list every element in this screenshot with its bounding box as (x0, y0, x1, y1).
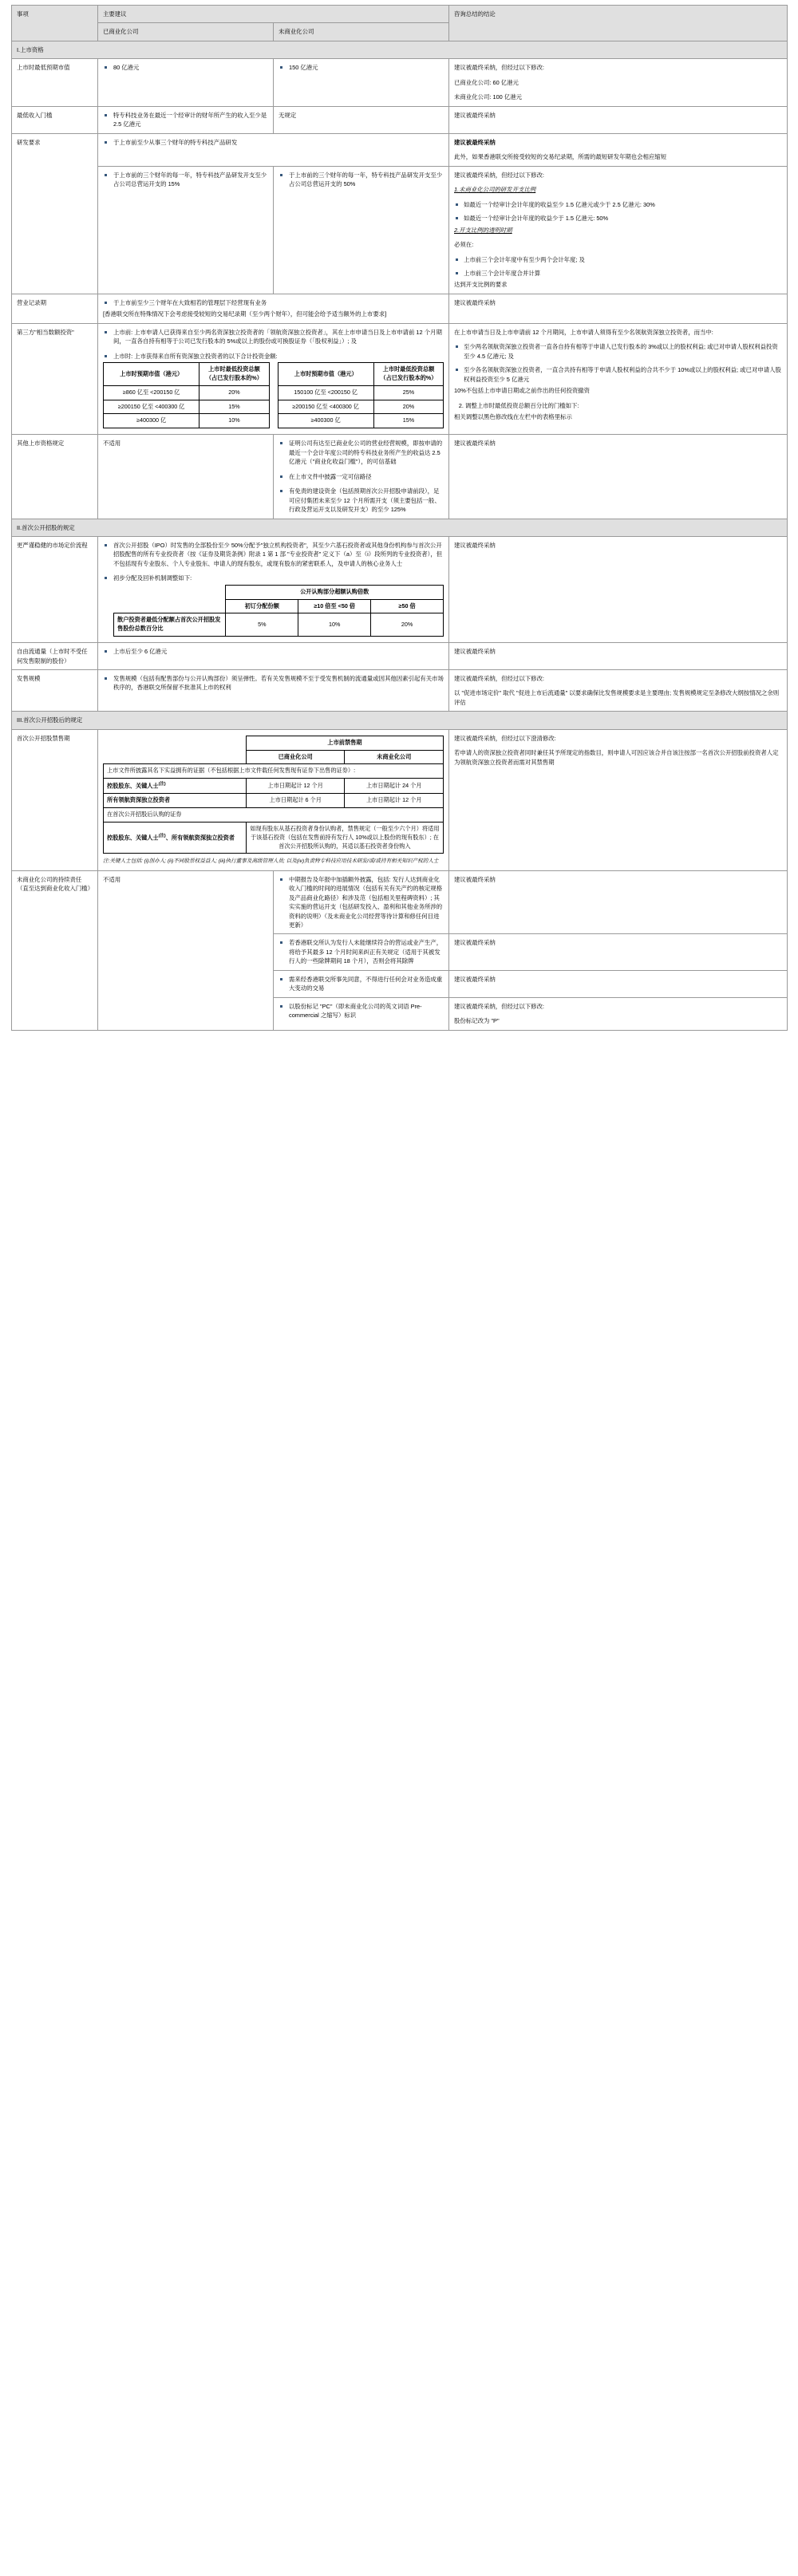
cell-precommercial-b2 (274, 934, 449, 970)
row-label-min-market-cap: 上市时最低预期市值 (12, 59, 98, 106)
row-label-min-revenue: 最低收入门槛 (12, 106, 98, 133)
cell-precommercial-b4 (274, 997, 449, 1030)
list-item: 2. 调整上市时最低投资总额百分比的门槛如下: (465, 401, 782, 410)
conclusion-subheading: 2.开支比例的透明时期 (454, 226, 512, 234)
conclusion-text: 必须在: (454, 241, 474, 249)
conclusion-text: 此外，如果香港联交所接受较短的交易纪录期，所需的最短研发年期也会相应缩短 (454, 153, 667, 161)
conclusion-text: 未商业化公司: 100 亿港元 (454, 93, 523, 101)
cell-conclusion-lockup (449, 729, 788, 870)
nested-row (104, 764, 444, 779)
row-label-precommercial-obligations: 未商业化公司的持续责任（直至达到商业化收入门槛） (12, 870, 98, 1030)
table-head (12, 6, 788, 41)
list-item: 有免责的建设资金（包括预期首次公开招股申请前段），足可应付集团未来至少 12 个月所需开支（须主要包括一般、行政及营运开支以及研发开支）的至少 125% (279, 487, 444, 514)
nested-row (104, 414, 270, 428)
nested-cell-period: 上市日期起计 12 个月 (345, 794, 444, 808)
nested-row (104, 385, 270, 400)
row-label-offering-size: 发售规模 (12, 669, 98, 711)
table-row (12, 669, 788, 711)
conclusion-text: 相关调整以黑色修改线在左栏中的表格里标示 (454, 413, 572, 421)
nested-cell-pct: 15% (373, 414, 443, 428)
table-row (12, 59, 788, 106)
nested-table-lockup (103, 736, 444, 854)
nested-header-market-cap: 上市时预期市值（港元） (278, 363, 373, 386)
cell-conclusion-precomm-b1: 建议被最终采纳 (449, 870, 788, 934)
header-conclusion: 咨询总结的结论 (449, 6, 788, 41)
list-item: 至少两名领航资深独立投资者一直各自持有相等于申请人已发行股本的 3%或以上的股权利益; 或已对申请人股权利益投资至少 4.5 亿港元; 及 (454, 342, 782, 361)
nested-header-commercial: 已商业化公司 (246, 750, 345, 764)
row-label-lockup: 首次公开招股禁售期 (12, 729, 98, 870)
nested-cell-range: ≥400300 亿 (278, 414, 373, 428)
conclusion-numbered-list (454, 401, 782, 410)
nested-header-min-invest: 上市时最低投资总额（占已发行股本的%） (200, 363, 269, 386)
header-item: 事项 (12, 6, 98, 41)
nested-row (278, 414, 444, 428)
nested-header-tier2: ≥50 倍 (371, 599, 444, 613)
nested-cell-pct: 25% (373, 385, 443, 400)
nested-cell-range: ≥400300 亿 (104, 414, 200, 428)
nested-row (104, 779, 444, 794)
table-body (12, 41, 788, 1030)
track-record-note: [香港联交所在特殊情况下会考虑接受较短的交易纪录期（至少两个财年），但可能会给予适当额外的上市要求] (103, 310, 387, 318)
header-commercial: 已商业化公司 (98, 23, 274, 41)
table-row (12, 294, 788, 323)
main-comparison-table (11, 5, 788, 1031)
cell-commercial-rnd-ratio (98, 166, 274, 294)
conclusion-note: 10%不包括上市申请日期或之前作出的任何投资撤资 (454, 387, 591, 395)
header-row-1 (12, 6, 788, 23)
section-row-3 (12, 712, 788, 729)
list-item: 中期报告及年报中加插额外披露，包括: 发行人达到商业化收入门槛的时间的进展情况（包括有关有关产约的核定规格及产品商业化路径）和涉及范（包括相关里程碑资料）; 其实实施的营运开支（包括研发投入、盈利和其他业务所涉的资料的说明）（及未商业化公司经营等待计算和修任何目进更新） (279, 875, 444, 930)
nested-header-row (278, 363, 444, 386)
investment-table-precommercial (278, 361, 444, 430)
investment-threshold-tables (103, 361, 444, 430)
row-label-rnd: 研发要求 (12, 133, 98, 294)
list-item: 于上市前的三个财年的每一年，特专科技产品研发开支至少占公司总营运开支的 50% (279, 171, 444, 189)
table-row (12, 166, 788, 294)
nested-cell-range: ≥200150 亿至 <400300 亿 (278, 400, 373, 414)
conclusion-text: 建议被最终采纳，但经过以下修改: (454, 64, 544, 72)
nested-header-precommercial: 未商业化公司 (345, 750, 444, 764)
row-label-pricing-process: 更严谨稳健的市场定价流程 (12, 536, 98, 642)
cell-conclusion-track-record: 建议被最终采纳 (449, 294, 788, 323)
nested-cell-pct: 10% (298, 613, 371, 637)
conclusion-text: 股份标记改为 "P" (454, 1017, 500, 1025)
header-precommercial: 未商业化公司 (274, 23, 449, 41)
list-item: 于上市前至少三个财年在大致相若的管理层下经营现有业务 (103, 298, 444, 307)
conclusion-text: 建议被最终采纳，但经过以下修改: (454, 171, 544, 179)
nested-cell-label: 控股股东、关键人士$^{(注)}$、所有领航资深独立投资者 (104, 823, 247, 854)
nested-cell-pct: 20% (200, 385, 269, 400)
nested-cell-pct: 15% (200, 400, 269, 414)
list-item-text: 初步分配及回补机制调整如下: (113, 574, 192, 582)
list-item: 上市前三个会计年度合并计算 (454, 269, 782, 278)
cell-precommercial-b1 (274, 870, 449, 934)
list-item: 首次公开招股（IPO）时发售的全部股份至少 50%分配予"独立机构投资者"，其至少六基石投资者或其他身份机构参与首次公开招股配售的所有专业投资者（按《证券及期货条例》附录 1 第 1 部 "专业投资者" 定义下（a）至（i）段所列的专业投资者），但不包括现有专业股东、个人专业股东、申请人的现有股东，或现有股东的紧密联系人，及申请人的核心业务人士 (103, 541, 444, 568)
list-item: 发售规模（包括有配售部份与公开认购部份）须呈弹性。若有关发售规模不至于受发售机制的流通量或因其他因素引起有关市场秩序的，香港联交所保留不批准其上市的权利 (103, 674, 444, 692)
cell-conclusion-revenue: 建议被最终采纳 (449, 106, 788, 133)
conclusion-text: 建议被最终采纳，但经过以下修改: (454, 674, 544, 682)
cell-commercial-other: 不适用 (98, 435, 274, 519)
nested-cell-label: 散户投资者最低分配额占首次公开招股发售股份总数百分比 (114, 613, 226, 637)
nested-cell-period: 上市日期起计 24 个月 (345, 779, 444, 794)
list-item: 若香港联交所认为发行人未能继续符合的营运或业产生产，将给予其最多 12 个月时间来纠正有关规定（适用于其被发行人的一些除牌期间 18 个月），否则会将其除牌 (279, 938, 444, 965)
cell-free-float (98, 643, 449, 670)
cell-conclusion-precomm-b3: 建议被最终采纳 (449, 970, 788, 997)
cell-conclusion-precomm-b4 (449, 997, 788, 1030)
table-row (12, 729, 788, 870)
nested-table (103, 362, 270, 428)
cell-precommercial-revenue: 无规定 (274, 106, 449, 133)
section-title-listing-eligibility: I.上市资格 (12, 41, 788, 58)
nested-header-tier1: ≥10 倍至 <50 倍 (298, 599, 371, 613)
nested-table-allocation (113, 585, 444, 637)
list-item: 上市时: 上市获得来自所有资深独立投资者的以下合计投资金额: (103, 352, 444, 361)
nested-cell-pct: 10% (200, 414, 269, 428)
list-item: 上市前三个会计年度中有至少两个会计年度; 及 (454, 255, 782, 264)
list-item: 证明公司有达至已商业化公司的营业经营规模，即按申请的最近一个会计年度公司的特专科技业务所产生的收益达 2.5 亿港元（"商业化收益门槛"），的可信基础 (279, 439, 444, 466)
nested-header-oversubscription: 公开认购部分超额认购倍数 (226, 585, 444, 599)
conclusion-text: 在上市申请当日及上市申请前 12 个月期间，上市申请人须得有至少名领航资深独立投资者，而当中: (454, 328, 713, 336)
list-item: 如最近一个经审计会计年度的收益至少 1.5 亿港元或少于 2.5 亿港元: 30% (454, 200, 782, 209)
list-item: 需来经香港联交所事先同意，不得进行任何会对业务造成重大变动的交易 (279, 975, 444, 993)
nested-header-min-invest: 上市时最低投资总额（占已发行股本的%） (373, 363, 443, 386)
nested-cell-note: 如现有股东从基石投资者身份认购者，禁售规定（一般至少六个月）将适用于该基石投资（包括在发售前持有发行人 10%或以上股份的现有股东）; 在首次公开招股所认购的，其适以基石投资者身份购入 (246, 823, 443, 854)
cell-conclusion-offering-size (449, 669, 788, 711)
table-row (12, 323, 788, 434)
cell-conclusion-other: 建议被最终采纳 (449, 435, 788, 519)
cell-precommercial-rnd-ratio (274, 166, 449, 294)
nested-header-row (104, 736, 444, 750)
cell-conclusion-precomm-b2: 建议被最终采纳 (449, 934, 788, 970)
cell-conclusion-third-party (449, 323, 788, 434)
nested-header-lockup-period: 上市前禁售期 (246, 736, 443, 750)
nested-cell-pct: 5% (226, 613, 298, 637)
table-row (12, 643, 788, 670)
cell-precommercial-other (274, 435, 449, 519)
list-item: 至少各名领航资深独立投资者，一直合共持有相等于申请人股权利益的合共不少于 10%或以上的股权利益; 或已对申请人股权利益投资至少 5 亿港元 (454, 365, 782, 384)
conclusion-subheading: 1.未商业化公司的研发开支比例 (454, 186, 536, 194)
nested-table (278, 362, 444, 428)
list-item: 于上市前至少从事三个财年的特专科技产品研发 (103, 138, 444, 147)
section-title-post-ipo-rules: III.首次公开招股后的规定 (12, 712, 788, 729)
cell-precommercial-market-cap (274, 59, 449, 106)
cell-conclusion-rnd-a (449, 133, 788, 166)
nested-row (278, 385, 444, 400)
nested-header-market-cap: 上市时预期市值（港元） (104, 363, 200, 386)
section-row-1 (12, 41, 788, 58)
nested-cell-range: ≥200150 亿至 <400300 亿 (104, 400, 200, 414)
list-item: 特专科技业务在最近一个经审计的财年所产生的收入至少是 2.5 亿港元 (103, 111, 268, 129)
cell-track-record (98, 294, 449, 323)
list-item: 在上市文件中披露一定可信路径 (279, 472, 444, 481)
nested-cell-label: 控股股东、关键人士$^{(注)}$ (104, 779, 247, 794)
cell-lockup (98, 729, 449, 870)
conclusion-text: 达到开支比例的要求 (454, 281, 508, 289)
table-row (12, 870, 788, 934)
section-title-ipo-rules: II.首次公开招股的规定 (12, 519, 788, 536)
cell-conclusion-free-float: 建议被最终采纳 (449, 643, 788, 670)
cell-conclusion-market-cap (449, 59, 788, 106)
nested-cell-period: 上市日期起计 6 个月 (246, 794, 345, 808)
nested-header-row-2 (104, 750, 444, 764)
nested-row (104, 400, 270, 414)
cell-offering-size (98, 669, 449, 711)
row-label-third-party-investment: 第三方"相当数额投资" (12, 323, 98, 434)
nested-row (104, 823, 444, 854)
table-row (12, 435, 788, 519)
list-item: 上市后至少 6 亿港元 (103, 647, 444, 656)
nested-cell-pct: 20% (371, 613, 444, 637)
conclusion-text: 已商业化公司: 60 亿港元 (454, 78, 519, 86)
cell-rnd-both (98, 133, 449, 166)
cell-precommercial-b3 (274, 970, 449, 997)
header-main-proposal: 主要建议 (98, 6, 449, 23)
cell-commercial-market-cap (98, 59, 274, 106)
cell-commercial-revenue (98, 106, 274, 133)
list-item: 于上市前的三个财年的每一年，特专科技产品研发开支至少占公司总营运开支的 15% (103, 171, 268, 189)
nested-header-row (104, 363, 270, 386)
table-row (12, 536, 788, 642)
conclusion-text: 建议被最终采纳，但经过以下修改: (454, 1002, 544, 1010)
cell-third-party-investment (98, 323, 449, 434)
list-item: 80 亿港元 (103, 63, 268, 72)
lockup-footnote: 注:关键人士包括: (i)创办人; (ii)不同股票权益益人; (iii)执行董事及高级管理人员; 以及(iv)负责特专科技应用技术研发/或/或持有相关知识产权的人士 (103, 858, 439, 865)
nested-row (278, 400, 444, 414)
nested-cell-range: 150100 亿至 <200150 亿 (278, 385, 373, 400)
nested-cell-pct: 20% (373, 400, 443, 414)
list-item: 如最近一个经审计会计年度的收益少于 1.5 亿港元: 50% (454, 214, 782, 223)
nested-cell-range: ≥860 亿至 <200150 亿 (104, 385, 200, 400)
nested-row (104, 808, 444, 823)
nested-row (114, 613, 444, 637)
conclusion-text: 建议被最终采纳 (454, 138, 496, 146)
nested-cell-group-label: 在首次公开招股后认购的证券 (104, 808, 444, 823)
row-label-free-float: 自由流通量（上市时不受任何发售限制的股份） (12, 643, 98, 670)
cell-conclusion-rnd-b (449, 166, 788, 294)
row-label-track-record: 营业记录期 (12, 294, 98, 323)
nested-row (104, 794, 444, 808)
row-label-other-rules: 其他上市资格规定 (12, 435, 98, 519)
list-item: 以股份标记 "PC"（即未商业化公司的英文词语 Pre-commercial 之缩写）标识 (279, 1002, 444, 1020)
cell-pricing-process (98, 536, 449, 642)
conclusion-text: 若申请人的资深独立投资者同时兼任其予所现定的指数目，则申请人可因应该合并自该注按部一名首次公开招股前投资者人定为领航资深独立投资者而需对其禁售期 (454, 749, 779, 766)
list-item: 150 亿港元 (279, 63, 444, 72)
list-item: 上市前: 上市申请人已获得来自至少两名资深独立投资者的「领航资深独立投资者」，其在上市申请当日及上市申请前 12 个月期间，一直各自持有相等于公司已发行股本的 5%或以上的股份或可换股证券（「股权利益」）; 及 (103, 328, 444, 346)
conclusion-text: 建议被最终采纳，但经过以下澄清修改: (454, 734, 556, 742)
nested-cell-group-label: 上市文件所披露其名下实益拥有的证据（不包括根据上市文件载任何发售现有证券下出售的证券）: (104, 764, 444, 779)
nested-header-row (114, 585, 444, 599)
nested-cell-label: 所有领航资深独立投资者 (104, 794, 247, 808)
table-row (12, 106, 788, 133)
nested-header-initial: 初订分配份额 (226, 599, 298, 613)
section-row-2 (12, 519, 788, 536)
conclusion-text: 以 "促进市场定价" 取代 "促进上市后流通量" 以要求确保比发售规模要求是主要理由; 发售规模规定至条修改大纲按情况之余则评估 (454, 689, 780, 706)
investment-table-commercial (103, 361, 270, 430)
nested-cell-period: 上市日期起计 12 个月 (246, 779, 345, 794)
list-item (103, 574, 444, 637)
table-row (12, 133, 788, 166)
cell-conclusion-pricing: 建议被最终采纳 (449, 536, 788, 642)
listing-rules-comparison-document (0, 0, 798, 1039)
cell-commercial-precomm: 不适用 (98, 870, 274, 1030)
